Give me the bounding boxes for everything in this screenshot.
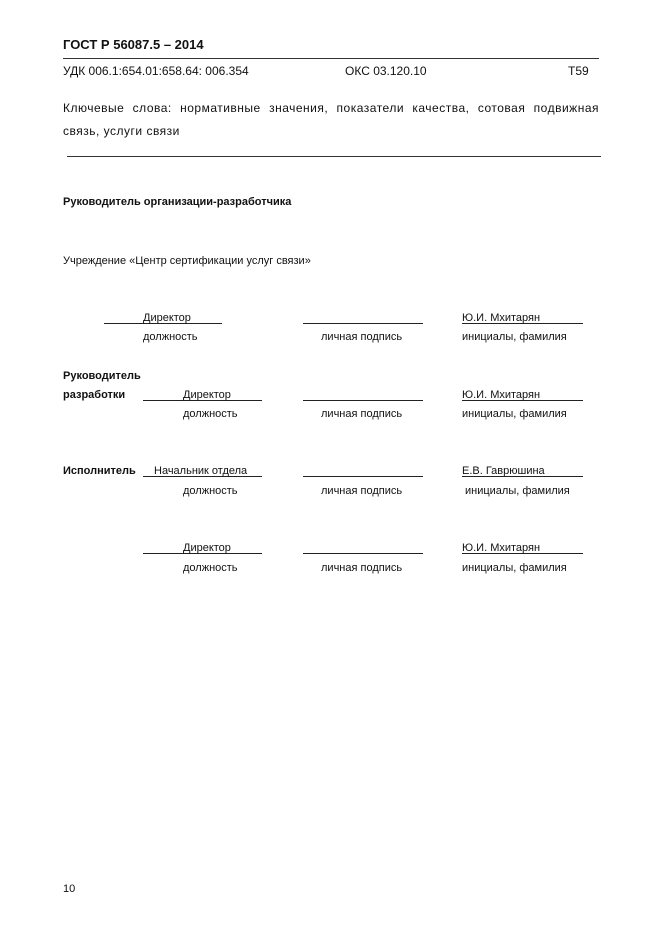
name-value: Ю.И. Мхитарян [462, 542, 541, 554]
organization-name: Учреждение «Центр сертификации услуг связи» [63, 255, 311, 267]
classification-code: Т59 [568, 64, 589, 78]
role-developer-line2: разработки [63, 389, 126, 401]
signature-line [303, 323, 423, 324]
name-value: Ю.И. Мхитарян [462, 389, 541, 401]
page-number: 10 [63, 883, 76, 895]
signature-line [303, 553, 423, 554]
name-value: Ю.И. Мхитарян [462, 312, 541, 324]
position-label: должность [183, 485, 238, 497]
position-label: должность [183, 408, 238, 420]
standard-title: ГОСТ Р 56087.5 – 2014 [63, 37, 204, 52]
position-label: должность [143, 331, 198, 343]
oks-code: ОКС 03.120.10 [345, 64, 427, 78]
initials-label: инициалы, фамилия [462, 408, 567, 420]
initials-label: инициалы, фамилия [462, 331, 567, 343]
position-label: должность [183, 562, 238, 574]
name-value: Е.В. Гаврюшина [462, 465, 545, 477]
section-title: Руководитель организации-разработчика [63, 196, 292, 208]
signature-label: личная подпись [321, 408, 403, 420]
keywords: Ключевые слова: нормативные значения, показатели качества, сотовая подвижная связь, услуги связи [63, 101, 599, 138]
position-value: Директор [183, 389, 231, 401]
keywords-rule [67, 156, 601, 157]
position-value: Директор [183, 542, 231, 554]
signature-label: личная подпись [321, 562, 403, 574]
signature-label: личная подпись [321, 331, 403, 343]
position-value: Начальник отдела [154, 465, 248, 477]
signature-line [303, 476, 423, 477]
role-developer-line1: Руководитель [63, 370, 141, 382]
role-executor: Исполнитель [63, 465, 136, 477]
udk-code: УДК 006.1:654.01:658.64: 006.354 [63, 64, 249, 78]
initials-label: инициалы, фамилия [465, 485, 570, 497]
signature-label: личная подпись [321, 485, 403, 497]
initials-label: инициалы, фамилия [462, 562, 567, 574]
position-value: Директор [143, 312, 191, 324]
signature-line [303, 400, 423, 401]
header-rule [63, 58, 599, 59]
